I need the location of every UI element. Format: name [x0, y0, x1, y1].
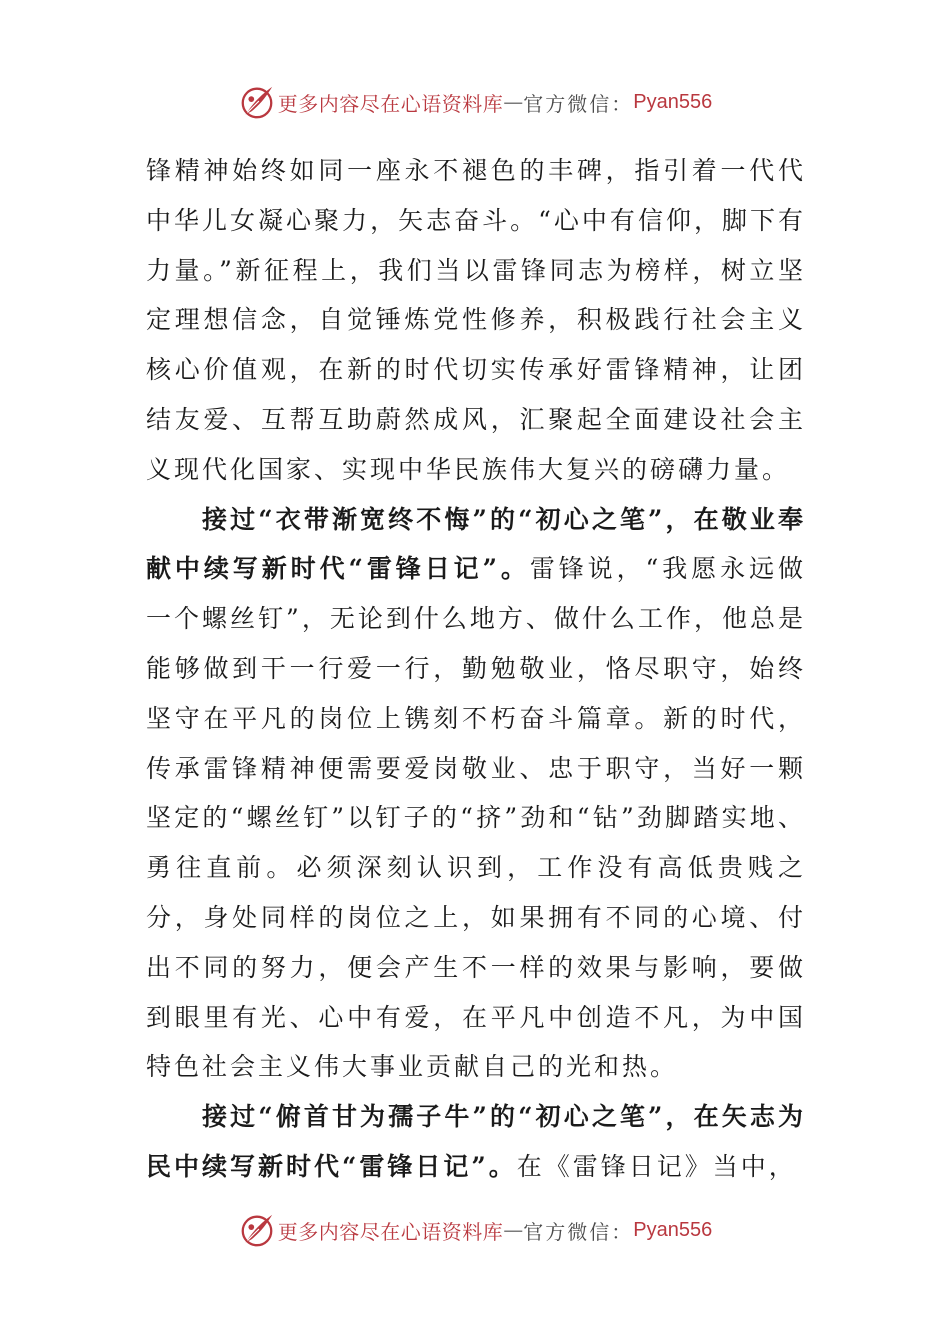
- header-banner: [0, 82, 950, 122]
- footer-wechat-id: Pyan556: [633, 1218, 713, 1241]
- quill-logo-icon: [238, 83, 276, 121]
- footer-wechat-label: 官方微信：: [523, 1219, 634, 1244]
- header-separator: —: [503, 90, 524, 114]
- paragraph-1: 锋精神始终如同一座永不褪色的丰碑，指引着一代代中华儿女凝心聚力，矢志奋斗。“心中有信仰，脚下有力量。”新征程上，我们当以雷锋同志为榜样，树立坚定理想信念，自觉锤炼党性修养，积极践行社会主义核心价值观，在新的时代切实传承好雷锋精神，让团结友爱、互帮互助蔚然成风，汇聚起全面建设社会主义现代化国家、实现中华民族伟大复兴的磅礴力量。: [146, 156, 806, 484]
- document-body: [146, 146, 806, 1192]
- footer-separator: —: [503, 1218, 524, 1242]
- footer-banner: [0, 1210, 950, 1250]
- footer-brand-text: 更多内容尽在心语资料库: [277, 1219, 504, 1244]
- paragraph-2: [146, 495, 806, 1093]
- paragraph-3-lead: 接过“俯首甘为孺子牛”的“初心之笔”，在矢志为民中续写新时代“雷锋日记”。: [146, 1102, 806, 1181]
- paragraph-3: [146, 1092, 806, 1192]
- header-wechat-id: Pyan556: [633, 90, 713, 113]
- quill-logo-icon: [238, 1211, 276, 1249]
- paragraph-3-body: 在《雷锋日记》当中，: [516, 1151, 797, 1181]
- paragraph-2-body: 雷锋说，“我愿永远做一个螺丝钉”，无论到什么地方、做什么工作，他总是能够做到干一行爱一行，勤勉敬业，恪尽职守，始终坚守在平凡的岗位上镌刻不朽奋斗篇章。新的时代，传承雷锋精神便需要爱岗敬业、忠于职守，当好一颗坚定的“螺丝钉”以钉子的“挤”劲和“钻”劲脚踏实地、勇往直前。必须深刻认识到，工作没有高低贵贱之分，身处同样的岗位之上，如果拥有不同的心境、付出不同的努力，便会产生不一样的效果与影响，要做到眼里有光、心中有爱，在平凡中创造不凡，为中国特色社会主义伟大事业贡献自己的光和热。: [146, 554, 806, 1082]
- header-wechat-label: 官方微信：: [523, 91, 634, 116]
- paragraph-2-lead: 接过“衣带渐宽终不悔”的“初心之笔”，在敬业奉献中续写新时代“雷锋日记”。: [146, 504, 806, 584]
- header-brand-text: 更多内容尽在心语资料库: [277, 91, 504, 116]
